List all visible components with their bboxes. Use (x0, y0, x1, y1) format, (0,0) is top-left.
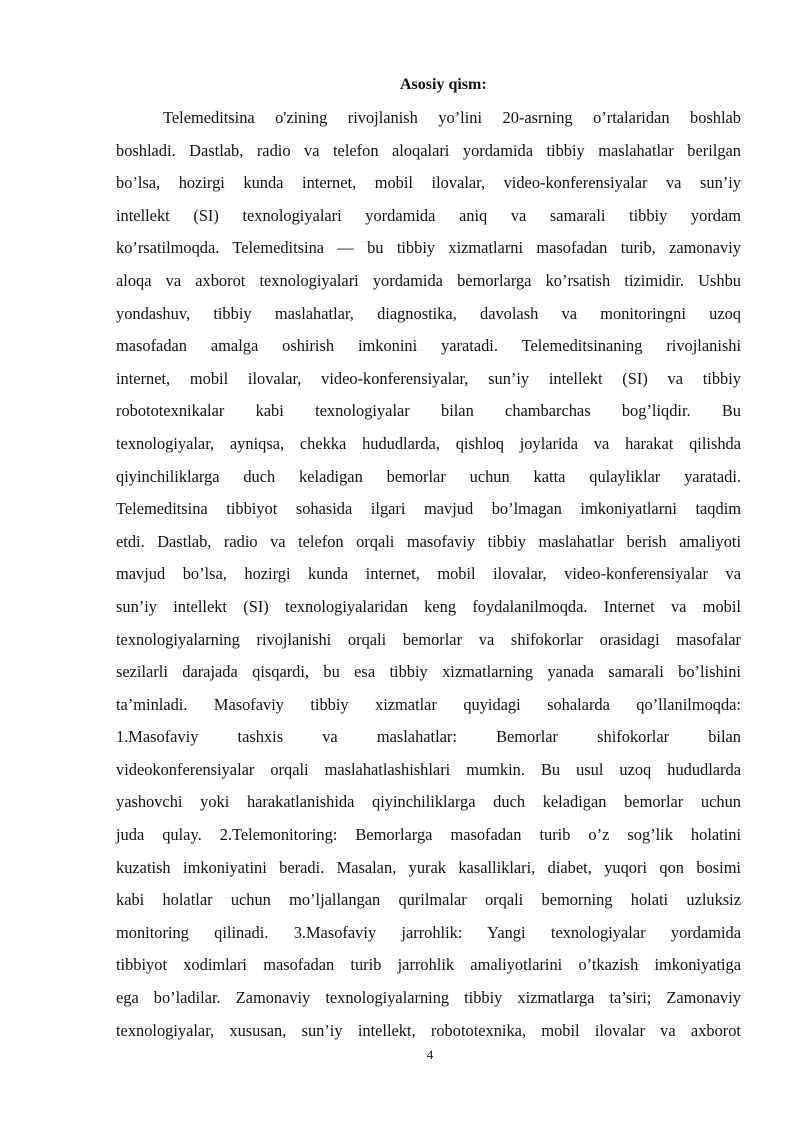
body-paragraph (116, 102, 741, 1047)
text-line: intellekt (SI) texnologiyalari yordamida aniq va samarali tibbiy yordam (116, 205, 741, 225)
text-line: texnologiyalarning rivojlanishi orqali bemorlar va shifokorlar orasidagi masofalar (116, 629, 741, 649)
text-line: internet, mobil ilovalar, video-konferensiyalar, sun’iy intellekt (SI) va tibbiy (116, 368, 741, 388)
text-line: texnologiyalar, xususan, sun’iy intellekt, robototexnika, mobil ilovalar va axborot (116, 1020, 741, 1040)
text-line: kuzatish imkoniyatini beradi. Masalan, yurak kasalliklari, diabet, yuqori qon bosimi (116, 857, 741, 877)
text-line: etdi. Dastlab, radio va telefon orqali masofaviy tibbiy maslahatlar berish amaliyoti (116, 531, 741, 551)
text-line: qiyinchiliklarga duch keladigan bemorlar uchun katta qulayliklar yaratadi. (116, 466, 741, 486)
text-line: sun’iy intellekt (SI) texnologiyalaridan keng foydalanilmoqda. Internet va mobil (116, 596, 741, 616)
text-line: boshladi. Dastlab, radio va telefon aloqalari yordamida tibbiy maslahatlar berilgan (116, 140, 741, 160)
text-line: monitoring qilinadi. 3.Masofaviy jarrohlik: Yangi texnologiyalar yordamida (116, 922, 741, 942)
text-line: texnologiyalar, ayniqsa, chekka hududlarda, qishloq joylarida va harakat qilishda (116, 433, 741, 453)
text-line: tibbiyot xodimlari masofadan turib jarrohlik amaliyotlarini o’tkazish imkoniyatiga (116, 955, 741, 975)
text-line: mavjud bo’lsa, hozirgi kunda internet, mobil ilovalar, video-konferensiyalar va (116, 564, 741, 584)
text-line: yondashuv, tibbiy maslahatlar, diagnostika, davolash va monitoringni uzoq (116, 303, 741, 323)
text-line: sezilarli darajada qisqardi, bu esa tibbiy xizmatlarning yanada samarali bo’lishini (116, 662, 741, 682)
page-number: 4 (426, 1047, 434, 1062)
text-line: masofadan amalga oshirish imkonini yaratadi. Telemeditsinaning rivojlanishi (116, 336, 741, 356)
text-line: kabi holatlar uchun mo’ljallangan qurilmalar orqali bemorning holati uzluksiz (116, 890, 741, 910)
text-line: videokonferensiyalar orqali maslahatlashishlari mumkin. Bu usul uzoq hududlarda (116, 759, 741, 779)
section-heading: Asosiy qism: (400, 76, 487, 93)
text-line: robototexnikalar kabi texnologiyalar bilan chambarchas bog’liqdir. Bu (116, 401, 741, 421)
text-line: ko’rsatilmoqda. Telemeditsina — bu tibbiy xizmatlarni masofadan turib, zamonaviy (116, 238, 741, 258)
text-line: juda qulay. 2.Telemonitoring: Bemorlarga masofadan turib o’z sog’lik holatini (116, 825, 741, 845)
text-line: ta’minladi. Masofaviy tibbiy xizmatlar quyidagi sohalarda qo’llanilmoqda: (116, 694, 741, 714)
text-line: Telemeditsina o'zining rivojlanish yo’lini 20-asrning o’rtalaridan boshlab (163, 108, 741, 127)
text-line: ega bo’ladilar. Zamonaviy texnologiyalarning tibbiy xizmatlarga ta’siri; Zamonaviy (116, 988, 741, 1008)
text-line: aloqa va axborot texnologiyalari yordamida bemorlarga ko’rsatish tizimidir. Ushbu (116, 270, 741, 290)
text-line: yashovchi yoki harakatlanishida qiyinchiliklarga duch keladigan bemorlar uchun (116, 792, 741, 812)
text-line: bo’lsa, hozirgi kunda internet, mobil ilovalar, video-konferensiyalar va sun’iy (116, 173, 741, 193)
text-line: 1.Masofaviy tashxis va maslahatlar: Bemorlar shifokorlar bilan (116, 727, 741, 747)
text-line: Telemeditsina tibbiyot sohasida ilgari mavjud bo’lmagan imkoniyatlarni taqdim (116, 499, 741, 519)
